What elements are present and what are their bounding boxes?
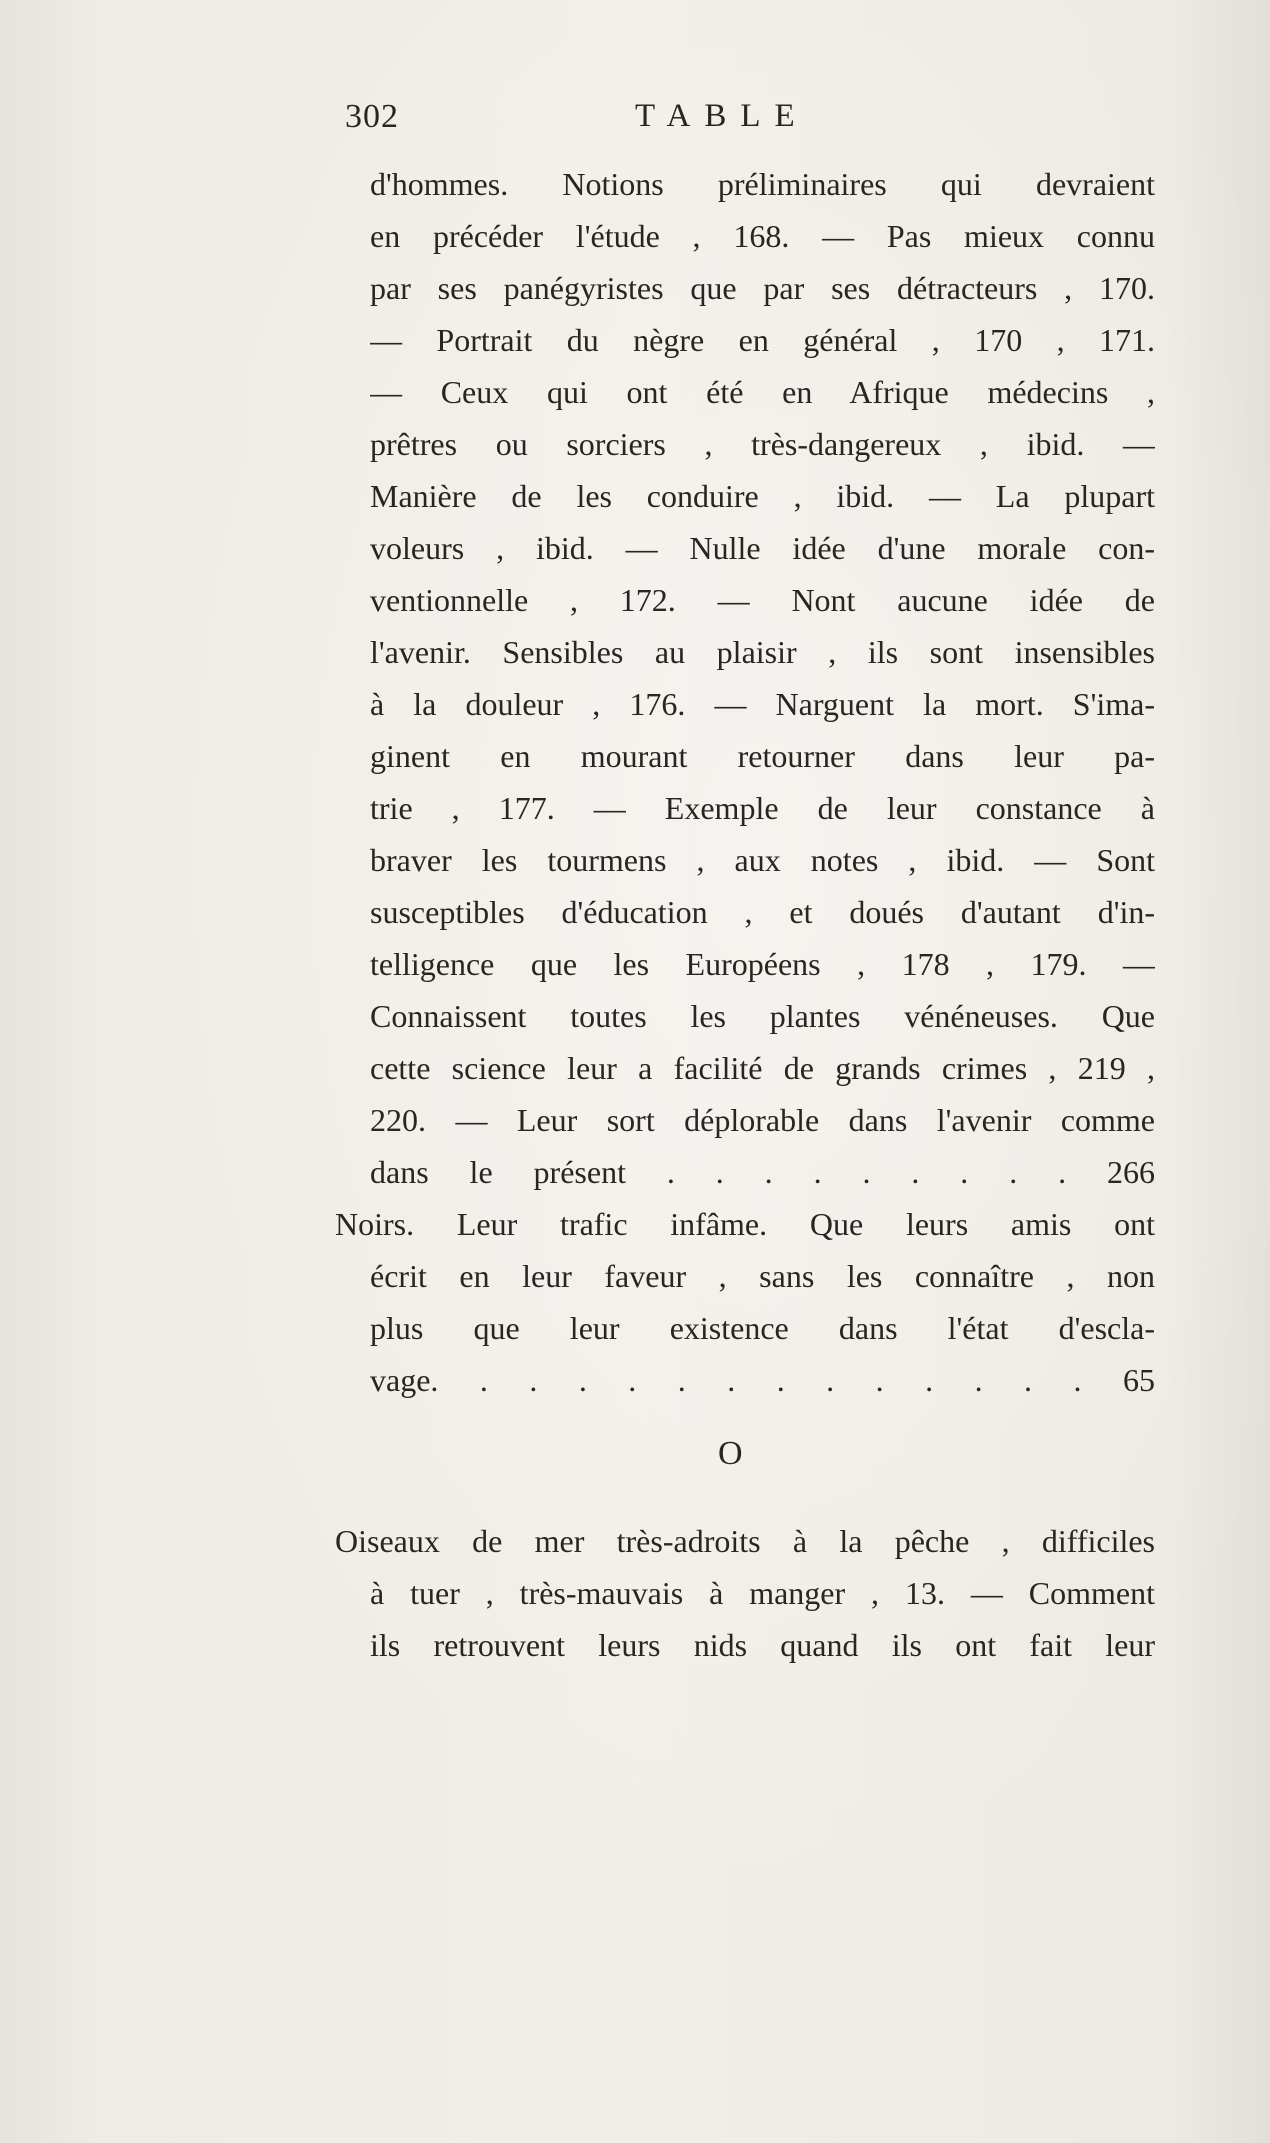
index-entry-oiseaux: Oiseaux de mer très-adroits à la pêche , difficiles: [335, 1523, 1155, 1559]
text-line: cette science leur a facilité de grands crimes , 219 ,: [370, 1050, 1155, 1086]
text-line: Connaissent toutes les plantes vénéneuses. Que: [370, 998, 1155, 1034]
text-line: d'hommes. Notions préliminaires qui devraient: [370, 166, 1155, 202]
index-text-block-o: [335, 1515, 1155, 1671]
text-line: braver les tourmens , aux notes , ibid. — Sont: [370, 842, 1155, 878]
text-line: l'avenir. Sensibles au plaisir , ils sont insensibles: [370, 634, 1155, 670]
running-title: TABLE: [635, 98, 809, 134]
text-line: à tuer , très-mauvais à manger , 13. — Comment: [370, 1575, 1155, 1611]
text-line: vage. . . . . . . . . . . . . . 65: [370, 1362, 1155, 1398]
text-line: en précéder l'étude , 168. — Pas mieux connu: [370, 218, 1155, 254]
text-line: 220. — Leur sort déplorable dans l'avenir comme: [370, 1102, 1155, 1138]
text-line: — Ceux qui ont été en Afrique médecins ,: [370, 374, 1155, 410]
index-text-block: [335, 158, 1155, 1406]
page-number: 302: [345, 98, 399, 135]
text-line: ginent en mourant retourner dans leur pa-: [370, 738, 1155, 774]
text-line: Manière de les conduire , ibid. — La plupart: [370, 478, 1155, 514]
page-header: [345, 98, 845, 148]
text-line: voleurs , ibid. — Nulle idée d'une morale con-: [370, 530, 1155, 566]
text-line: — Portrait du nègre en général , 170 , 171.: [370, 322, 1155, 358]
text-line: susceptibles d'éducation , et doués d'autant d'in-: [370, 894, 1155, 930]
text-line: trie , 177. — Exemple de leur constance à: [370, 790, 1155, 826]
text-line: à la douleur , 176. — Narguent la mort. S'ima-: [370, 686, 1155, 722]
text-line: dans le présent . . . . . . . . . 266: [370, 1154, 1155, 1190]
text-line: plus que leur existence dans l'état d'escla-: [370, 1310, 1155, 1346]
index-entry-noirs: Noirs. Leur trafic infâme. Que leurs amis ont: [335, 1206, 1155, 1242]
text-line: prêtres ou sorciers , très-dangereux , ibid. —: [370, 426, 1155, 462]
text-line: écrit en leur faveur , sans les connaître , non: [370, 1258, 1155, 1294]
section-letter: O: [718, 1435, 743, 1472]
text-line: telligence que les Européens , 178 , 179. —: [370, 946, 1155, 982]
text-line: ils retrouvent leurs nids quand ils ont fait leur: [370, 1627, 1155, 1663]
text-line: par ses panégyristes que par ses détracteurs , 170.: [370, 270, 1155, 306]
text-line: ventionnelle , 172. — Nont aucune idée de: [370, 582, 1155, 618]
